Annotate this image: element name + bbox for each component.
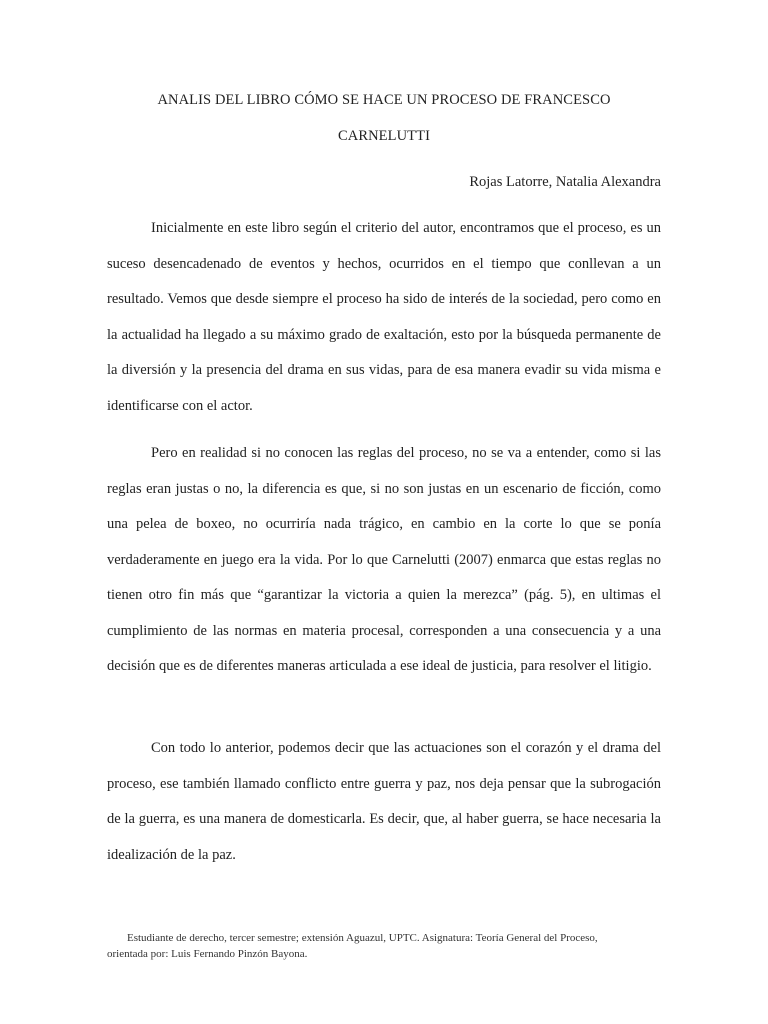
footnote: Estudiante de derecho, tercer semestre; extensión Aguazul, UPTC. Asignatura: Teoría General del Proceso, orientada por: Luis Fernando Pinzón Bayona. xyxy=(107,932,598,960)
document-title-line1: ANALIS DEL LIBRO CÓMO SE HACE UN PROCESO DE FRANCESCO xyxy=(157,92,611,108)
paragraph-1: Inicialmente en este libro según el criterio del autor, encontramos que el proceso, es un suceso desencadenado de eventos y hechos, ocurridos en el tiempo que conllevan a un resultado. Vemos que desde siempre el proceso ha sido de interés de la sociedad, pero como en la actualidad ha llegado a su máximo grado de exaltación, esto por la búsqueda permanente de la diversión y la presencia del drama en sus vidas, para de esa manera evadir su vida misma e identificarse con el actor. xyxy=(107,220,661,414)
paragraph-3: Con todo lo anterior, podemos decir que las actuaciones son el corazón y el drama del proceso, ese también llamado conflicto entre guerra y paz, nos deja pensar que la subrogación de la guerra, es una manera de domesticarla. Es decir, que, al haber guerra, se hace necesaria la idealización de la paz. xyxy=(107,740,661,863)
paragraph-2: Pero en realidad si no conocen las reglas del proceso, no se va a entender, como si las reglas eran justas o no, la diferencia es que, si no son justas en un escenario de ficción, como una pelea de boxeo, no ocurriría nada trágico, en cambio en la corte lo que se ponía verdaderamente en juego era la vida. Por lo que Carnelutti (2007) enmarca que estas reglas no tienen otro fin más que “garantizar la victoria a quien la merezca” (pág. 5), en ultimas el cumplimiento de las normas en materia procesal, corresponden a una consecuencia y a una decisión que es de diferentes maneras articulada a ese ideal de justicia, para resolver el litigio. xyxy=(107,445,661,674)
author-name: Rojas Latorre, Natalia Alexandra xyxy=(469,174,661,190)
document-title-line2: CARNELUTTI xyxy=(337,128,430,144)
